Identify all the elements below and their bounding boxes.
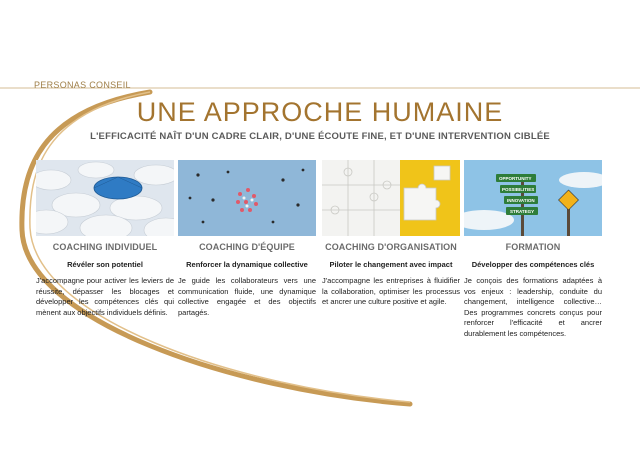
page-title: UNE APPROCHE HUMAINE (136, 97, 504, 127)
skydivers-photo (178, 160, 316, 236)
card-focus: Piloter le changement avec impact (329, 260, 453, 269)
card-description: Je guide les collaborateurs vers une communication fluide, une dynamique collective engagée et des objectifs partagés. (178, 276, 316, 317)
card-heading: FORMATION (505, 242, 561, 252)
card-coaching-equipe (178, 160, 316, 318)
card-focus: Révéler son potentiel (67, 260, 143, 269)
sign-possibilities: POSSIBILITIES (502, 187, 535, 192)
puzzle-photo (322, 160, 460, 236)
sign-strategy: STRATEGY (510, 209, 535, 214)
card-description: J'accompagne les entreprises à fluidifier la collaboration, optimiser les processus et ancrer une culture positive et agile. (322, 276, 460, 306)
card-description: J'accompagne pour activer les leviers de réussite, dépasser les blocages et développer les compétences clés qui mènent aux objectifs individuels définis. (36, 276, 174, 317)
card-description: Je conçois des formations adaptées à vos enjeux : leadership, conduite du changement, intelligence collective… Des programmes concrets conçus pour renforcer l'efficacité et ancrer durablement les compétences. (464, 276, 602, 338)
sign-innovation: INNOVATION (507, 198, 535, 203)
card-heading: COACHING D'ORGANISATION (325, 242, 457, 252)
card-heading: COACHING INDIVIDUEL (52, 242, 158, 252)
card-formation (464, 160, 602, 339)
card-coaching-individuel (36, 160, 174, 318)
page-subtitle: L'EFFICACITÉ NAÎT D'UN CADRE CLAIR, D'UNE ÉCOUTE FINE, ET D'UNE INTERVENTION CIBLÉE (90, 131, 550, 142)
card-focus: Développer des compétences clés (471, 260, 595, 269)
signpost-photo (464, 160, 602, 236)
card-heading: COACHING D'ÉQUIPE (199, 242, 295, 252)
sign-opportunity: OPPORTUNITY (499, 176, 532, 181)
card-focus: Renforcer la dynamique collective (186, 260, 308, 269)
card-coaching-organisation (322, 160, 460, 308)
brand-name: PERSONAS CONSEIL (34, 80, 131, 90)
umbrellas-photo (36, 160, 174, 236)
